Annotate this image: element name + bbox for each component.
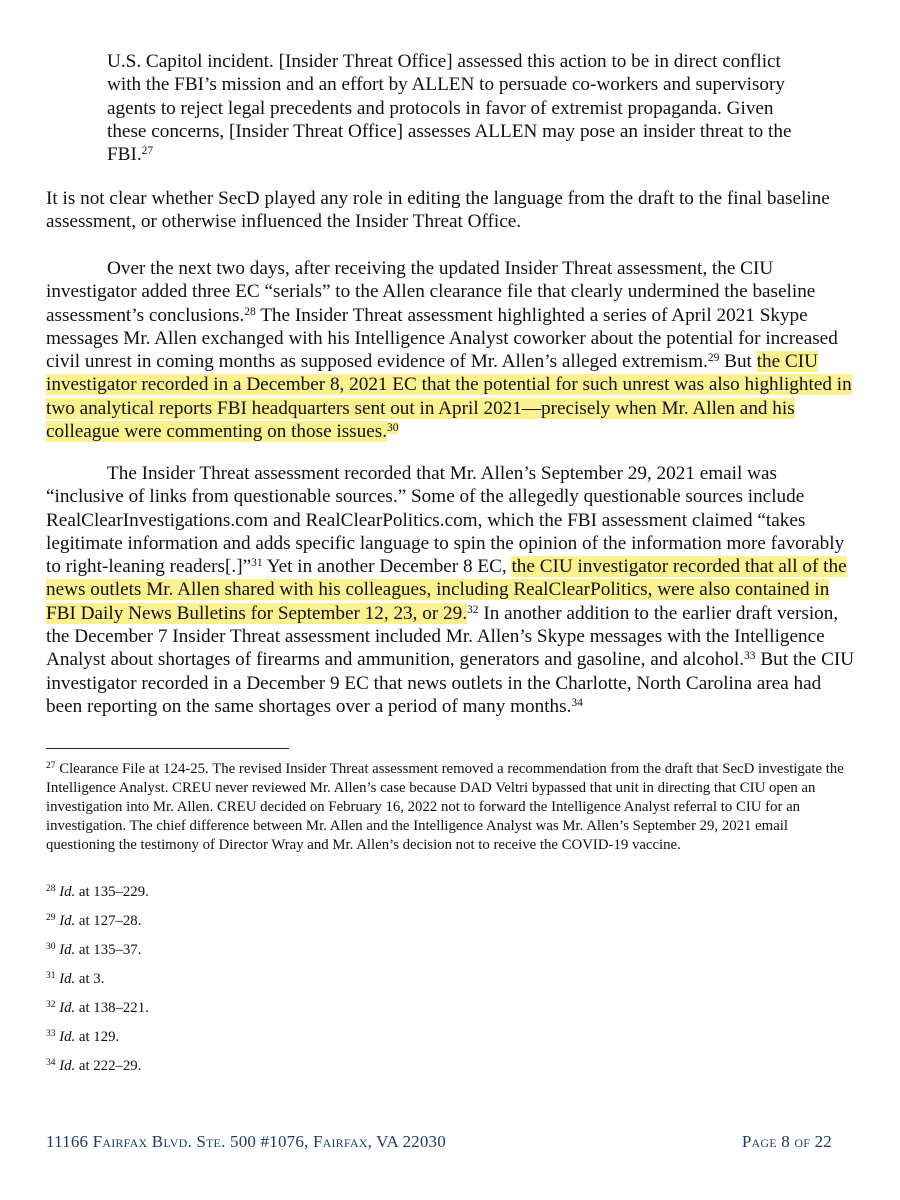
footnote-id: Id. xyxy=(59,1029,76,1045)
footnote-34 xyxy=(46,1057,846,1076)
footnote-number: 32 xyxy=(46,1000,56,1010)
footnote-number: 31 xyxy=(46,971,56,981)
footnote-text: at 135–229. xyxy=(75,884,149,900)
page-current: 8 xyxy=(781,1132,790,1151)
footnote-id: Id. xyxy=(59,942,76,958)
footnote-ref[interactable]: 32 xyxy=(467,603,479,616)
paragraph-text: The Insider Threat assessment highlighted a series of April 2021 Skype messages Mr. Allen exchanged with his Intelligence Analyst coworker about the potential for increased civil unrest in coming months as supposed evidence of Mr. Allen’s alleged extremism. xyxy=(46,304,838,373)
highlighted-text: the CIU investigator recorded that all of the news outlets Mr. Allen shared with his colleagues, including RealClearPolitics, were also contained in FBI Daily News Bulletins for September 12, 23, or 29. xyxy=(46,556,847,624)
footnote-27 xyxy=(46,760,846,855)
paragraph-text: But the CIU investigator recorded in a December 9 EC that news outlets in the Charlotte, North Carolina area had been reporting on the same shortages over a period of many months. xyxy=(46,649,855,717)
footnote-text: at 3. xyxy=(75,971,105,987)
footnote-28 xyxy=(46,883,846,902)
footnote-text: at 138–221. xyxy=(75,1000,149,1016)
footnote-ref[interactable]: 30 xyxy=(387,422,399,435)
footnote-30 xyxy=(46,941,846,960)
footnote-id: Id. xyxy=(59,971,76,987)
footnote-number: 30 xyxy=(46,942,56,952)
paragraph-text: The Insider Threat assessment recorded that Mr. Allen’s September 29, 2021 email was “inclusive of links from questionable sources.” Some of the allegedly questionable sources include RealClearInvestigations.com and RealClearPolitics.com, which the FBI assessment claimed “takes legitimate information and adds specific language to spin the opinion of the information more favorably to right-leaning readers[.]” xyxy=(46,463,845,578)
footnote-ref[interactable]: 33 xyxy=(744,650,756,663)
paragraph-text: Over the next two days, after receiving the updated Insider Threat assessment, the CIU investigator added three EC “serials” to the Allen clearance file that clearly undermined the baseline assessment’s conclusions. xyxy=(46,258,816,326)
footnote-ref[interactable]: 31 xyxy=(251,557,263,570)
page-label: Page xyxy=(741,1132,782,1151)
footer-page-number xyxy=(742,1132,832,1152)
footnote-ref[interactable]: 27 xyxy=(141,145,154,158)
footnote-ref[interactable]: 34 xyxy=(571,696,583,709)
page-total: 22 xyxy=(814,1132,832,1151)
footnote-id: Id. xyxy=(59,1058,76,1074)
paragraph-text: Yet in another December 8 EC, xyxy=(262,556,512,578)
paragraph-questionable-sources xyxy=(46,462,858,718)
footnote-id: Id. xyxy=(59,1000,76,1016)
paragraph-text: In another addition to the earlier draft version, the December 7 Insider Threat assessment included Mr. Allen’s Skype messages with the Intelligence Analyst about shortages of firearms and ammunition, generators and gasoline, and alcohol. xyxy=(46,602,839,671)
quote-text: U.S. Capitol incident. [Insider Threat Office] assessed this action to be in direct conflict with the FBI’s mission and an effort by ALLEN to persuade co-workers and supervisory agents to reject legal precedents and protocols in favor of extremist propaganda. Given these concerns, [Insider Threat Office] assesses ALLEN may pose an insider threat to the FBI. xyxy=(107,51,792,166)
footnote-id: Id. xyxy=(59,913,76,929)
footnote-number: 29 xyxy=(46,913,56,923)
paragraph-serials xyxy=(46,257,858,443)
footnote-text: at 222–29. xyxy=(75,1058,142,1074)
footnote-text: Clearance File at 124-25. The revised Insider Threat assessment removed a recommendation from the draft that SecD investigate the Intelligence Analyst. CREU never reviewed Mr. Allen’s case because DAD Veltri bypassed that unit in directing that CIU open an investigation into Mr. Allen. CREU decided on February 16, 2022 not to forward the Intelligence Analyst referral to CIU for an investigation. The chief difference between Mr. Allen and the Intelligence Analyst was Mr. Allen’s September 29, 2021 email questioning the testimony of Director Wray and Mr. Allen’s decision not to receive the COVID-19 vaccine. xyxy=(46,761,844,853)
footnote-text: at 135–37. xyxy=(75,942,142,958)
footnote-ref[interactable]: 29 xyxy=(707,352,720,365)
paragraph-secd: It is not clear whether SecD played any role in editing the language from the draft to the final baseline assessment, or otherwise influenced the Insider Threat Office. xyxy=(46,188,830,233)
footnote-number: 27 xyxy=(46,761,56,771)
block-quote xyxy=(107,50,797,166)
footnote-number: 33 xyxy=(46,1029,56,1039)
footnote-number: 28 xyxy=(46,884,56,894)
footnote-32 xyxy=(46,999,846,1018)
footnote-29 xyxy=(46,912,846,931)
footnote-31 xyxy=(46,970,846,989)
footer-address: 11166 Fairfax Blvd. Ste. 500 #1076, Fairfax, VA 22030 xyxy=(46,1132,446,1151)
page-of-label: of xyxy=(789,1132,815,1151)
footnote-divider xyxy=(46,748,289,749)
footnote-text: at 129. xyxy=(75,1029,120,1045)
paragraph-text: But xyxy=(719,351,757,373)
footnote-id: Id. xyxy=(59,884,76,900)
highlighted-text: the CIU investigator recorded in a December 8, 2021 EC that the potential for such unrest was also highlighted in two analytical reports FBI headquarters sent out in April 2021—precisely when Mr. Allen and his colleague were commenting on those issues. xyxy=(46,351,852,443)
footnote-33 xyxy=(46,1028,846,1047)
footnote-ref[interactable]: 28 xyxy=(244,305,256,318)
footnote-number: 34 xyxy=(46,1058,56,1068)
footnote-text: at 127–28. xyxy=(75,913,142,929)
